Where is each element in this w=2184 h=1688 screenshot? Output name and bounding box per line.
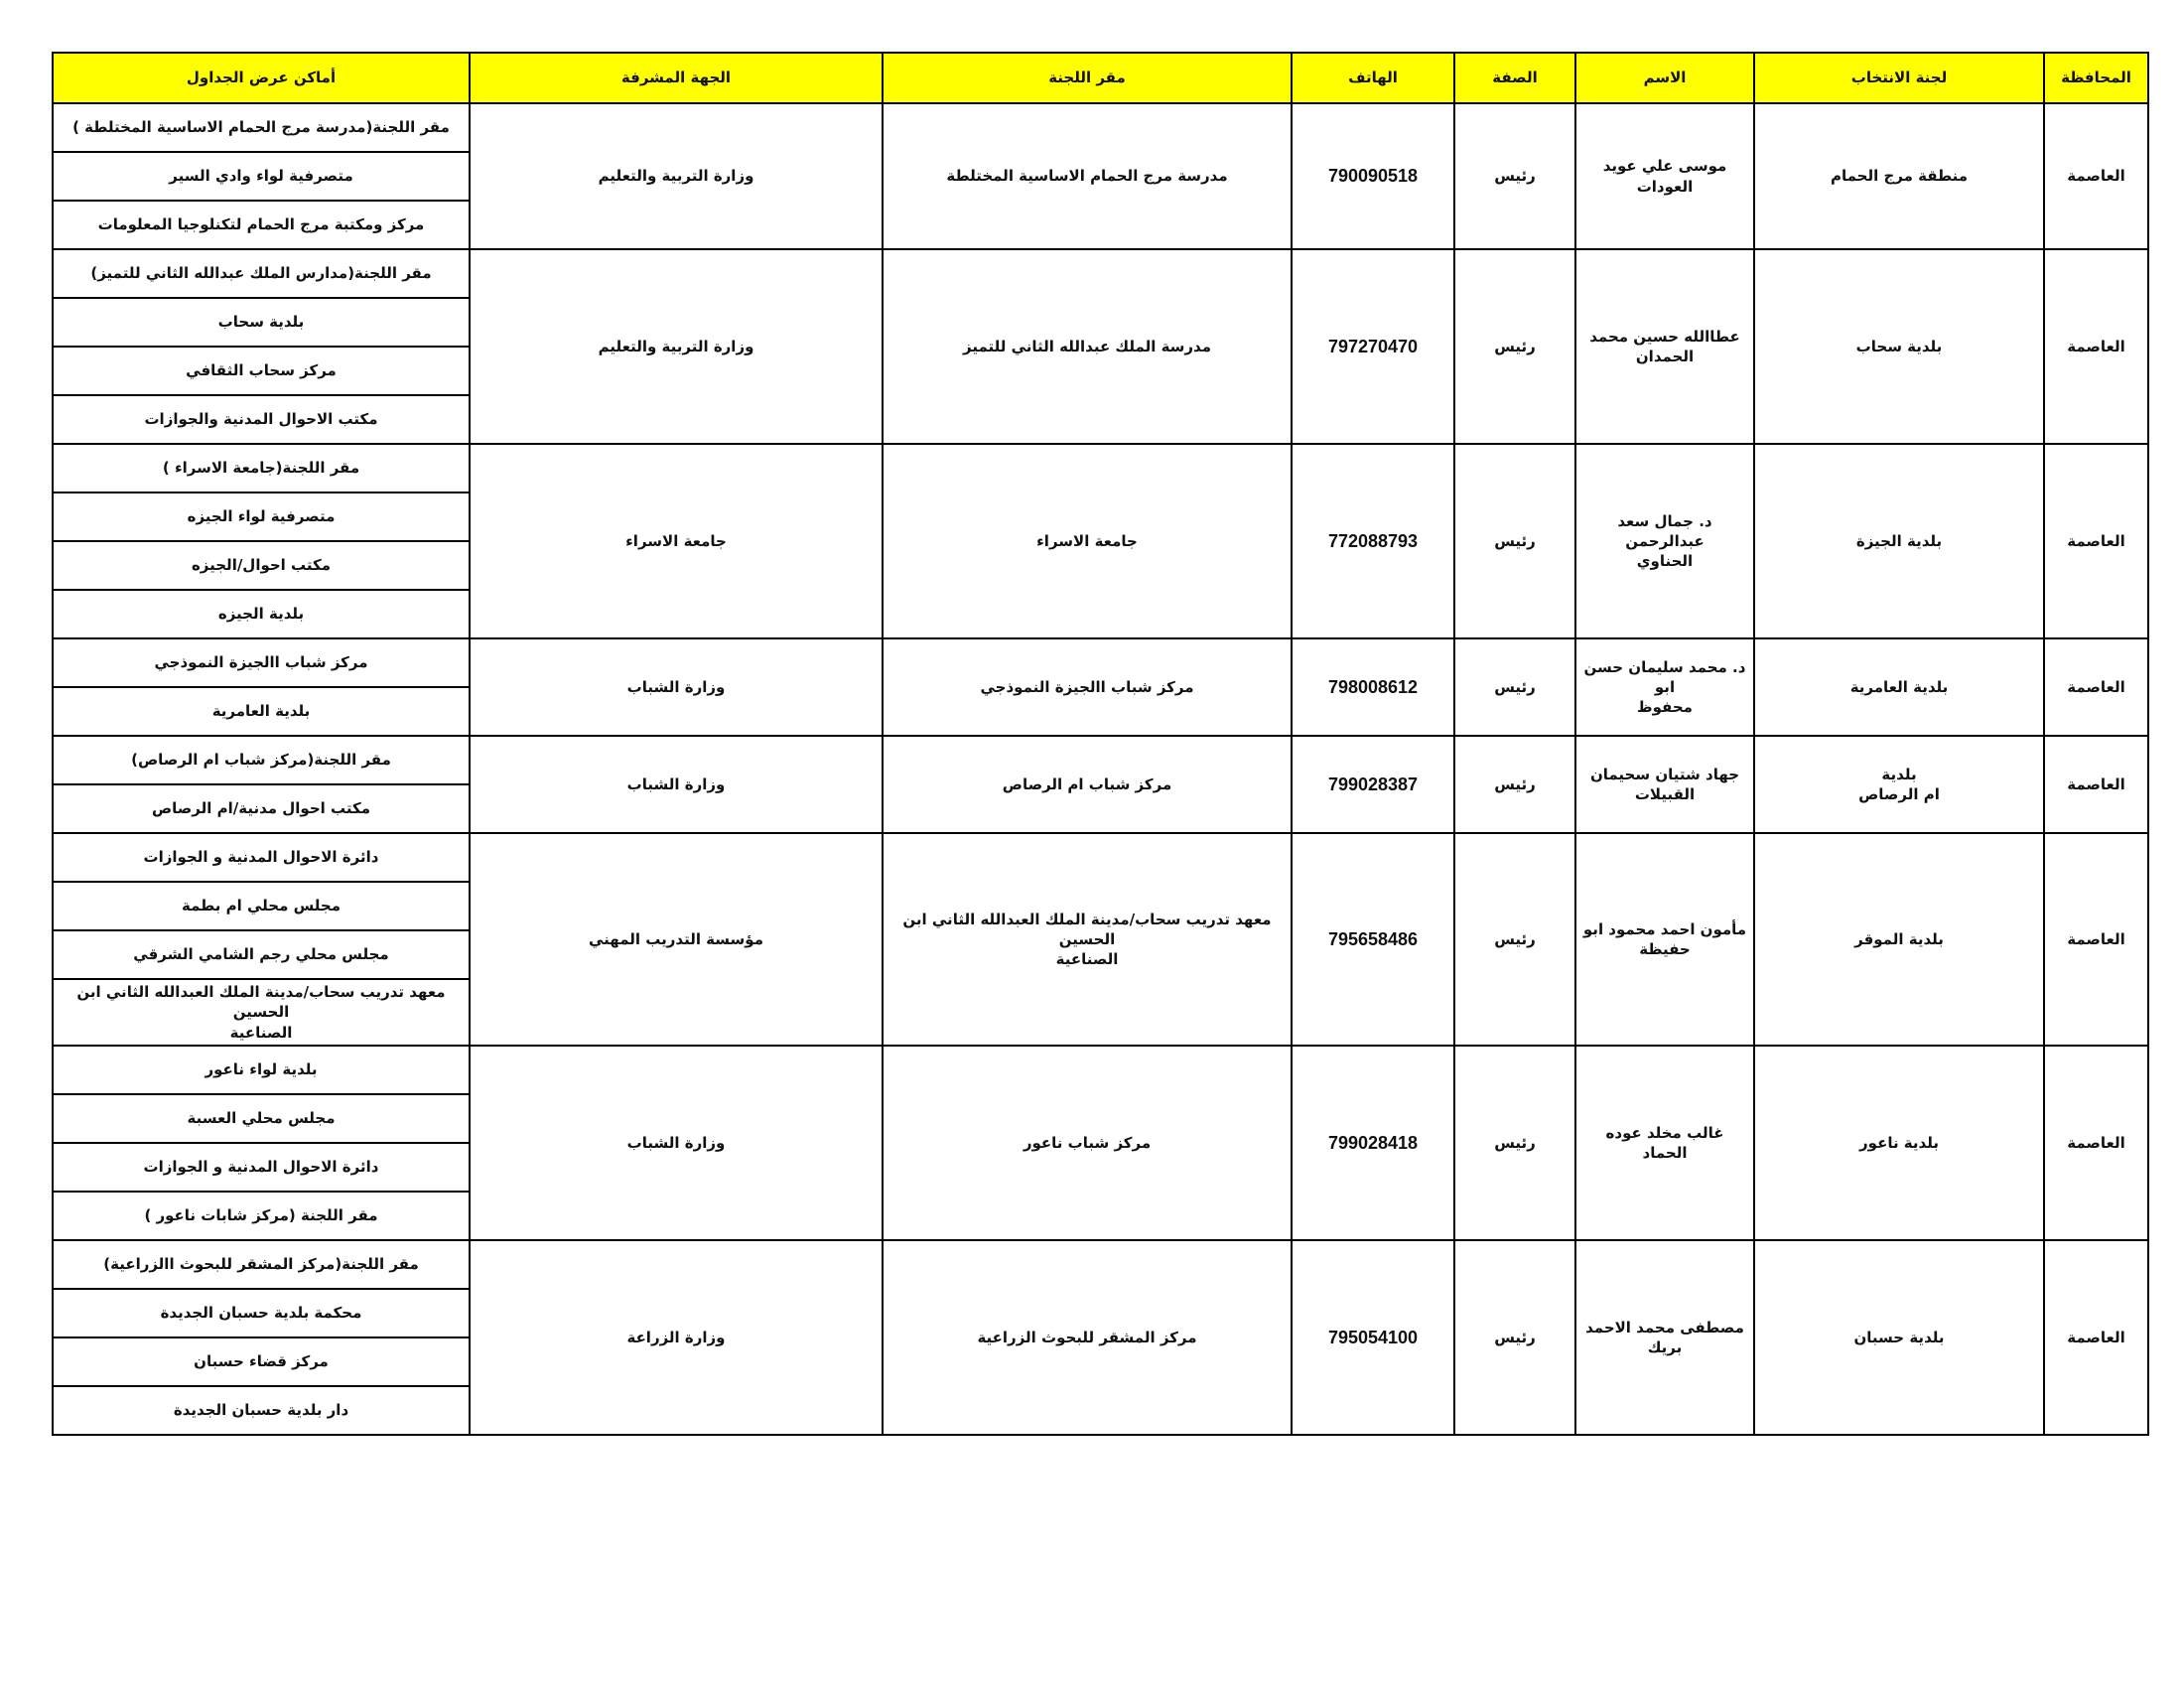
cell-governorate: العاصمة <box>2044 1240 2148 1435</box>
cell-phone: 772088793 <box>1292 444 1454 638</box>
table-row <box>53 1046 2148 1094</box>
cell-governorate: العاصمة <box>2044 249 2148 444</box>
cell-committee: بلدية حسبان <box>1754 1240 2044 1435</box>
cell-name: موسى علي عويد العودات <box>1575 103 1754 249</box>
cell-governorate: العاصمة <box>2044 638 2148 736</box>
election-committees-table <box>52 52 2149 1436</box>
header-committee: لجنة الانتخاب <box>1754 53 2044 103</box>
cell-location: بلدية سحاب <box>53 298 470 347</box>
cell-supervisor: مؤسسة التدريب المهني <box>470 833 883 1046</box>
cell-governorate: العاصمة <box>2044 736 2148 833</box>
table-row <box>53 736 2148 784</box>
cell-location: دائرة الاحوال المدنية و الجوازات <box>53 1143 470 1192</box>
cell-location: مكتب احوال مدنية/ام الرصاص <box>53 784 470 833</box>
cell-hq: جامعة الاسراء <box>883 444 1292 638</box>
cell-role: رئيس <box>1454 249 1575 444</box>
cell-hq: مركز المشقر للبحوث الزراعية <box>883 1240 1292 1435</box>
cell-location: معهد تدريب سحاب/مدينة الملك العبدالله الثاني ابن الحسين الصناعية <box>53 979 470 1046</box>
header-locations: أماكن عرض الجداول <box>53 53 470 103</box>
cell-location: متصرفية لواء الجيزه <box>53 492 470 541</box>
cell-phone: 795658486 <box>1292 833 1454 1046</box>
cell-supervisor: وزارة التربية والتعليم <box>470 103 883 249</box>
cell-location: مركز ومكتبة مرج الحمام لتكنلوجيا المعلومات <box>53 201 470 249</box>
cell-hq: مركز شباب ام الرصاص <box>883 736 1292 833</box>
cell-location: مقر اللجنة(مركز المشقر للبحوث االزراعية) <box>53 1240 470 1289</box>
table-row <box>53 444 2148 492</box>
cell-location: مقر اللجنة(مركز شباب ام الرصاص) <box>53 736 470 784</box>
cell-name: د. جمال سعد عبدالرحمن الحناوي <box>1575 444 1754 638</box>
header-hq: مقر اللجنة <box>883 53 1292 103</box>
cell-supervisor: وزارة التربية والتعليم <box>470 249 883 444</box>
cell-role: رئيس <box>1454 638 1575 736</box>
header-phone: الهاتف <box>1292 53 1454 103</box>
cell-name: مأمون احمد محمود ابو حفيظة <box>1575 833 1754 1046</box>
cell-phone: 797270470 <box>1292 249 1454 444</box>
cell-committee: بلدية ام الرصاص <box>1754 736 2044 833</box>
cell-hq: معهد تدريب سحاب/مدينة الملك العبدالله الثاني ابن الحسين الصناعية <box>883 833 1292 1046</box>
cell-committee: بلدية الجيزة <box>1754 444 2044 638</box>
cell-hq: مركز شباب ناعور <box>883 1046 1292 1240</box>
cell-governorate: العاصمة <box>2044 1046 2148 1240</box>
cell-governorate: العاصمة <box>2044 444 2148 638</box>
cell-name: جهاد شتيان سحيمان القبيلات <box>1575 736 1754 833</box>
cell-supervisor: جامعة الاسراء <box>470 444 883 638</box>
cell-location: مقر اللجنة (مركز شابات ناعور ) <box>53 1192 470 1240</box>
cell-supervisor: وزارة الشباب <box>470 736 883 833</box>
cell-location: بلدية العامرية <box>53 687 470 736</box>
cell-location: مكتب الاحوال المدنية والجوازات <box>53 395 470 444</box>
cell-name: د. محمد سليمان حسن ابو محفوظ <box>1575 638 1754 736</box>
cell-governorate: العاصمة <box>2044 103 2148 249</box>
cell-role: رئيس <box>1454 736 1575 833</box>
header-name: الاسم <box>1575 53 1754 103</box>
cell-phone: 799028387 <box>1292 736 1454 833</box>
cell-name: مصطفى محمد الاحمد بريك <box>1575 1240 1754 1435</box>
cell-phone: 798008612 <box>1292 638 1454 736</box>
cell-location: مركز شباب االجيزة النموذجي <box>53 638 470 687</box>
cell-committee: بلدية الموقر <box>1754 833 2044 1046</box>
cell-location: مركز سحاب الثقافي <box>53 347 470 395</box>
cell-role: رئيس <box>1454 1240 1575 1435</box>
cell-location: مجلس محلي رجم الشامي الشرقي <box>53 930 470 979</box>
cell-role: رئيس <box>1454 444 1575 638</box>
cell-location: دار بلدية حسبان الجديدة <box>53 1386 470 1435</box>
cell-hq: مدرسة الملك عبدالله الثاني للتميز <box>883 249 1292 444</box>
cell-location: محكمة بلدية حسبان الجديدة <box>53 1289 470 1337</box>
cell-location: بلدية لواء ناعور <box>53 1046 470 1094</box>
cell-committee: بلدية ناعور <box>1754 1046 2044 1240</box>
cell-location: متصرفية لواء وادي السير <box>53 152 470 201</box>
cell-supervisor: وزارة الزراعة <box>470 1240 883 1435</box>
cell-location: مجلس محلي العسبة <box>53 1094 470 1143</box>
table-row <box>53 103 2148 152</box>
cell-phone: 790090518 <box>1292 103 1454 249</box>
cell-phone: 799028418 <box>1292 1046 1454 1240</box>
cell-name: غالب مخلد عوده الحماد <box>1575 1046 1754 1240</box>
cell-role: رئيس <box>1454 833 1575 1046</box>
table-row <box>53 638 2148 687</box>
cell-location: بلدية الجيزه <box>53 590 470 638</box>
cell-role: رئيس <box>1454 103 1575 249</box>
cell-governorate: العاصمة <box>2044 833 2148 1046</box>
table-row <box>53 833 2148 882</box>
cell-location: مقر اللجنة(مدارس الملك عبدالله الثاني للتميز) <box>53 249 470 298</box>
table-row <box>53 249 2148 298</box>
header-row <box>53 53 2148 103</box>
cell-location: مقر اللجنة(جامعة الاسراء ) <box>53 444 470 492</box>
cell-name: عطاالله حسين محمد الحمدان <box>1575 249 1754 444</box>
cell-phone: 795054100 <box>1292 1240 1454 1435</box>
cell-location: مكتب احوال/الجيزه <box>53 541 470 590</box>
cell-supervisor: وزارة الشباب <box>470 638 883 736</box>
cell-location: دائرة الاحوال المدنية و الجوازات <box>53 833 470 882</box>
cell-committee: بلدية العامرية <box>1754 638 2044 736</box>
table-row <box>53 1240 2148 1289</box>
cell-committee: بلدية سحاب <box>1754 249 2044 444</box>
table-body <box>53 103 2148 1435</box>
cell-location: مركز قضاء حسبان <box>53 1337 470 1386</box>
cell-role: رئيس <box>1454 1046 1575 1240</box>
cell-committee: منطقة مرج الحمام <box>1754 103 2044 249</box>
cell-location: مقر اللجنة(مدرسة مرج الحمام الاساسية المختلطة ) <box>53 103 470 152</box>
cell-hq: مدرسة مرج الحمام الاساسية المختلطة <box>883 103 1292 249</box>
header-supervisor: الجهة المشرفة <box>470 53 883 103</box>
header-governorate: المحافظة <box>2044 53 2148 103</box>
cell-hq: مركز شباب االجيزة النموذجي <box>883 638 1292 736</box>
header-role: الصفة <box>1454 53 1575 103</box>
cell-location: مجلس محلي ام بطمة <box>53 882 470 930</box>
cell-supervisor: وزارة الشباب <box>470 1046 883 1240</box>
